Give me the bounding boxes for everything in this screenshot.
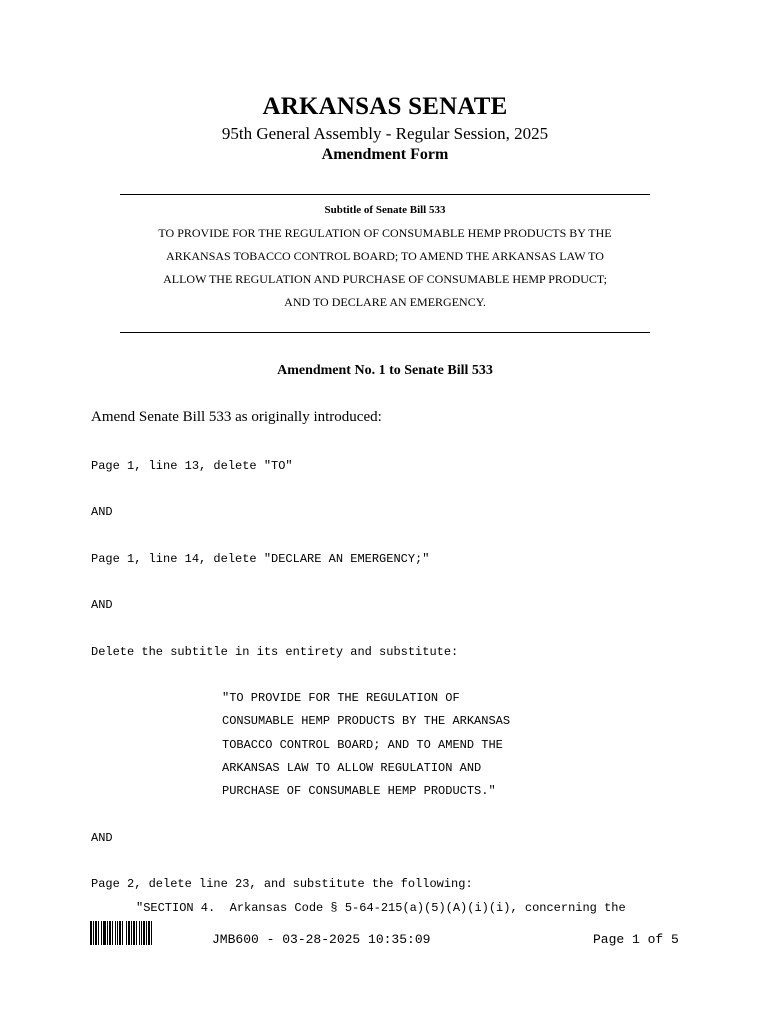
amendment-heading: Amendment No. 1 to Senate Bill 533 — [277, 363, 493, 378]
bottom-rule — [120, 332, 650, 333]
page-number: Page 1 of 5 — [593, 932, 679, 947]
instruction-line: Page 2, delete line 23, and substitute the following: — [91, 877, 473, 891]
amendment-intro: Amend Senate Bill 533 as originally introduced: — [91, 409, 382, 425]
subtitle-line: AND TO DECLARE AN EMERGENCY. — [284, 295, 486, 309]
document-stamp: JMB600 - 03-28-2025 10:35:09 — [212, 932, 431, 947]
section-text: "SECTION 4. Arkansas Code § 5-64-215(a)(5)(A)(i)(i), concerning the — [136, 901, 626, 915]
instruction-line: Page 1, line 13, delete "TO" — [91, 459, 293, 473]
barcode — [90, 921, 182, 945]
subtitle-line: ARKANSAS TOBACCO CONTROL BOARD; TO AMEND THE ARKANSAS LAW TO — [166, 249, 604, 263]
form-name: Amendment Form — [321, 146, 449, 163]
substitute-line: CONSUMABLE HEMP PRODUCTS BY THE ARKANSAS — [222, 714, 511, 728]
subtitle-line: ALLOW THE REGULATION AND PURCHASE OF CONSUMABLE HEMP PRODUCT; — [163, 272, 607, 286]
instruction-line: Delete the subtitle in its entirety and substitute: — [91, 645, 459, 659]
substitute-line: "TO PROVIDE FOR THE REGULATION OF — [222, 691, 460, 705]
substitute-line: PURCHASE OF CONSUMABLE HEMP PRODUCTS." — [222, 784, 496, 798]
document-title: ARKANSAS SENATE — [262, 93, 508, 120]
substitute-line: TOBACCO CONTROL BOARD; AND TO AMEND THE — [222, 738, 503, 752]
and-separator: AND — [91, 505, 113, 519]
subtitle-line: TO PROVIDE FOR THE REGULATION OF CONSUMABLE HEMP PRODUCTS BY THE — [158, 226, 612, 240]
top-rule — [120, 194, 650, 195]
instruction-line: Page 1, line 14, delete "DECLARE AN EMERGENCY;" — [91, 552, 430, 566]
substitute-line: ARKANSAS LAW TO ALLOW REGULATION AND — [222, 761, 482, 775]
and-separator: AND — [91, 831, 113, 845]
session-line: 95th General Assembly - Regular Session, 2025 — [221, 124, 549, 143]
subtitle-heading: Subtitle of Senate Bill 533 — [324, 204, 446, 216]
and-separator: AND — [91, 598, 113, 612]
